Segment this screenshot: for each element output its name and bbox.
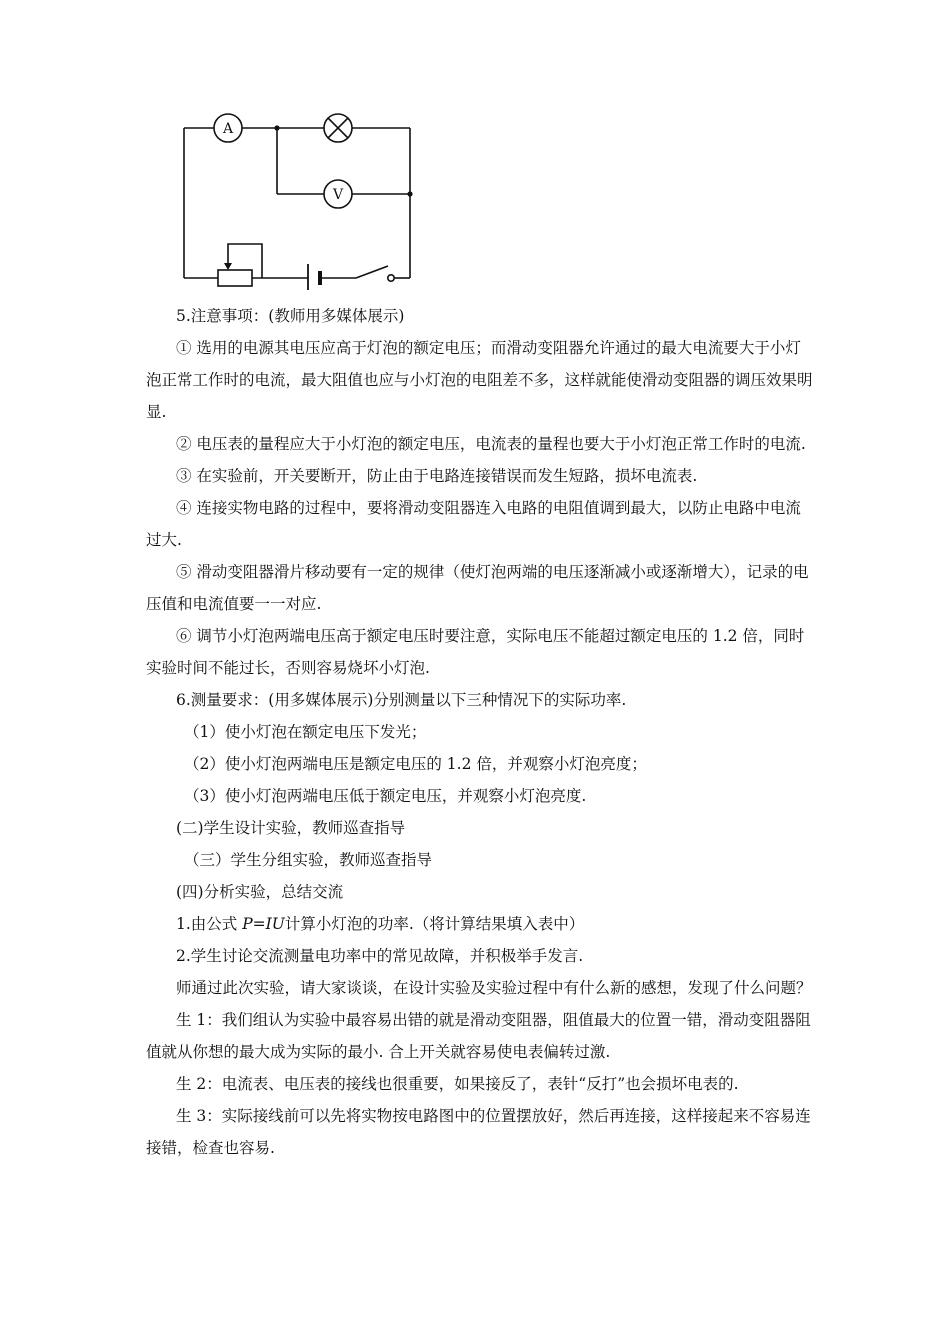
caution-item-4: ④ 连接实物电路的过程中，要将滑动变阻器连入电路的电阻值调到最大，以防止电路中电流过大. [146, 499, 801, 549]
circuit-diagram [178, 112, 418, 290]
caution-item-2: ② 电压表的量程应大于小灯泡的额定电压，电流表的量程也要大于小灯泡正常工作时的电流. [176, 435, 806, 453]
caution-item-3: ③ 在实验前，开关要断开，防止由于电路连接错误而发生短路，损坏电流表. [176, 467, 698, 485]
formula-iu: IU [265, 915, 285, 933]
caution-item-6: ⑥ 调节小灯泡两端电压高于额定电压时要注意，实际电压不能超过额定电压的 1.2 倍，同时实验时间不能过长，否则容易烧坏小灯泡. [146, 627, 805, 677]
student-2-answer: 生 2：电流表、电压表的接线也很重要，如果接反了，表针“反打”也会损坏电表的. [176, 1075, 739, 1093]
analysis-item-1-prefix: 1.由公式 [176, 915, 243, 933]
junction-dot [407, 191, 412, 196]
requirement-item-3: （3）使小灯泡两端电压低于额定电压，并观察小灯泡亮度. [184, 787, 587, 805]
part3-heading: （三）学生分组实验，教师巡查指导 [184, 851, 433, 869]
ammeter-label: A [222, 121, 234, 137]
caution-item-5: ⑤ 滑动变阻器滑片移动要有一定的规律（使灯泡两端的电压逐渐减小或逐渐增大），记录的电压值和电流值要一一对应. [146, 563, 809, 613]
analysis-item-1 [146, 908, 816, 940]
student-3-answer: 生 3：实际接线前可以先将实物按电路图中的位置摆放好，然后再连接，这样接起来不容易连接错，检查也容易. [146, 1107, 811, 1157]
lamp-symbol [324, 114, 352, 142]
teacher-question: 师通过此次实验，请大家谈谈，在设计实验及实验过程中有什么新的感想，发现了什么问题？ [176, 979, 812, 997]
ammeter-symbol [214, 114, 242, 142]
analysis-item-1-suffix: 计算小灯泡的功率.（将计算结果填入表中） [284, 915, 585, 933]
section6-heading: 6.测量要求：(用多媒体展示)分别测量以下三种情况下的实际功率. [176, 691, 627, 709]
requirement-item-1: （1）使小灯泡在额定电压下发光； [184, 723, 427, 741]
formula-p: P [242, 915, 253, 933]
formula-eq: = [252, 915, 266, 933]
junction-dot [274, 125, 279, 130]
part2-heading: (二)学生设计实验，教师巡查指导 [176, 819, 406, 837]
voltmeter-label: V [332, 187, 344, 203]
part4-heading: (四)分析实验，总结交流 [176, 883, 344, 901]
switch-symbol [356, 266, 394, 281]
battery-symbol [308, 264, 320, 290]
analysis-item-2: 2.学生讨论交流测量电功率中的常见故障，并积极举手发言. [176, 947, 584, 965]
voltmeter-symbol [324, 180, 352, 208]
caution-item-1: ① 选用的电源其电压应高于灯泡的额定电压；而滑动变阻器允许通过的最大电流要大于小灯泡正常工作时的电流，最大阻值也应与小灯泡的电阻差不多，这样就能使滑动变阻器的调压效果明显. [146, 339, 813, 421]
student-1-answer: 生 1：我们组认为实验中最容易出错的就是滑动变阻器，阻值最大的位置一错，滑动变阻器阻值就从你想的最大成为实际的最小. 合上开关就容易使电表偏转过激. [146, 1011, 811, 1061]
document-body [146, 300, 816, 1164]
section5-heading: 5.注意事项：(教师用多媒体展示) [176, 307, 405, 325]
requirement-item-2: （2）使小灯泡两端电压是额定电压的 1.2 倍，并观察小灯泡亮度； [184, 755, 647, 773]
rheostat-symbol [218, 244, 262, 286]
